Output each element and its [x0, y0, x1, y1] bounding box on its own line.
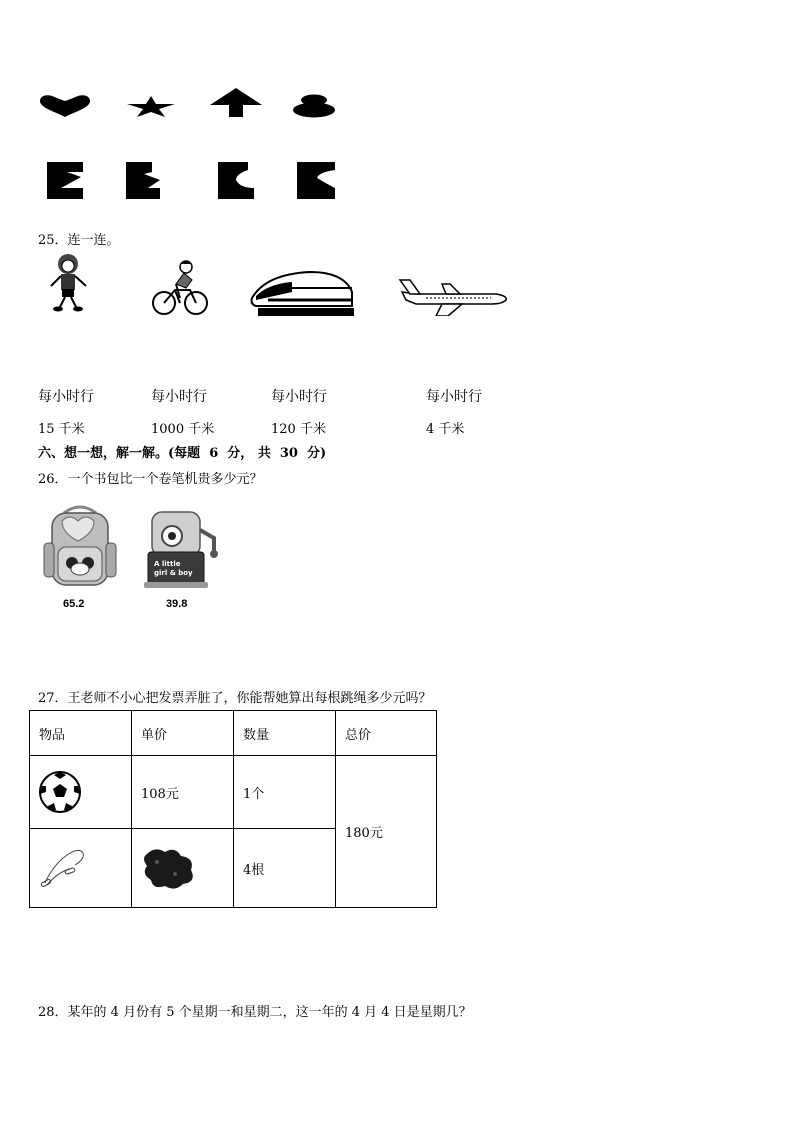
soccer-ball-cell — [30, 756, 132, 829]
soccer-ball-quantity: 1个 — [234, 756, 336, 829]
ink-smudge-icon — [141, 844, 197, 892]
walking-girl-illustration — [46, 253, 92, 313]
svg-text:girl & boy: girl & boy — [154, 569, 193, 577]
table-row — [30, 756, 437, 829]
header-item: 物品 — [30, 711, 132, 756]
question-26-title: 26．一个书包比一个卷笔机贵多少元？ — [38, 472, 263, 487]
section-6-heading: 六、想一想，解一解。(每题 6 分， 共 30 分) — [38, 446, 327, 461]
shape-e4-icon — [297, 162, 335, 199]
question-28-title: 28．某年的 4 月份有 5 个星期一和星期二，这一年的 4 月 4 日是星期几？ — [38, 1005, 472, 1020]
table-header-row — [30, 711, 437, 756]
svg-text:A little: A little — [154, 560, 181, 568]
speed-label-4: 每小时行 — [426, 389, 482, 405]
figure-eight-icon — [292, 94, 336, 118]
jump-rope-cell — [30, 829, 132, 908]
airplane-illustration — [396, 276, 510, 316]
sharpener-price: 39.8 — [166, 598, 188, 610]
backpack-illustration — [42, 503, 118, 589]
soccer-ball-unit-price: 108元 — [132, 756, 234, 829]
speed-label-1: 每小时行 — [38, 389, 94, 405]
jump-rope-quantity: 4根 — [234, 829, 336, 908]
header-total: 总价 — [336, 711, 437, 756]
invoice-table — [29, 710, 437, 908]
header-quantity: 数量 — [234, 711, 336, 756]
speed-label-3: 每小时行 — [271, 389, 327, 405]
jump-rope-unit-price-smudge — [132, 829, 234, 908]
backpack-price: 65.2 — [63, 598, 85, 610]
star-icon — [126, 96, 176, 118]
speed-value-1: 15 千米 — [38, 422, 85, 437]
arrow-up-icon — [209, 88, 263, 118]
speed-value-2: 1000 千米 — [151, 422, 215, 437]
question-27-title: 27．王老师不小心把发票弄脏了，你能帮她算出每根跳绳多少元吗？ — [38, 691, 432, 706]
shape-e2-icon — [126, 162, 162, 199]
train-illustration — [248, 266, 358, 318]
total-price: 180元 — [336, 756, 437, 908]
question-25-title: 25．连一连。 — [38, 233, 120, 248]
soccer-ball-icon — [38, 770, 82, 814]
heart-icon — [38, 94, 92, 118]
header-unit-price: 单价 — [132, 711, 234, 756]
speed-value-3: 120 千米 — [271, 422, 326, 437]
speed-value-4: 4 千米 — [426, 422, 465, 437]
speed-label-2: 每小时行 — [151, 389, 207, 405]
shape-e3-icon — [218, 162, 256, 199]
pencil-sharpener-illustration — [142, 508, 224, 590]
shape-e1-icon — [47, 162, 83, 199]
jump-rope-icon — [39, 843, 89, 893]
cyclist-illustration — [150, 258, 210, 318]
